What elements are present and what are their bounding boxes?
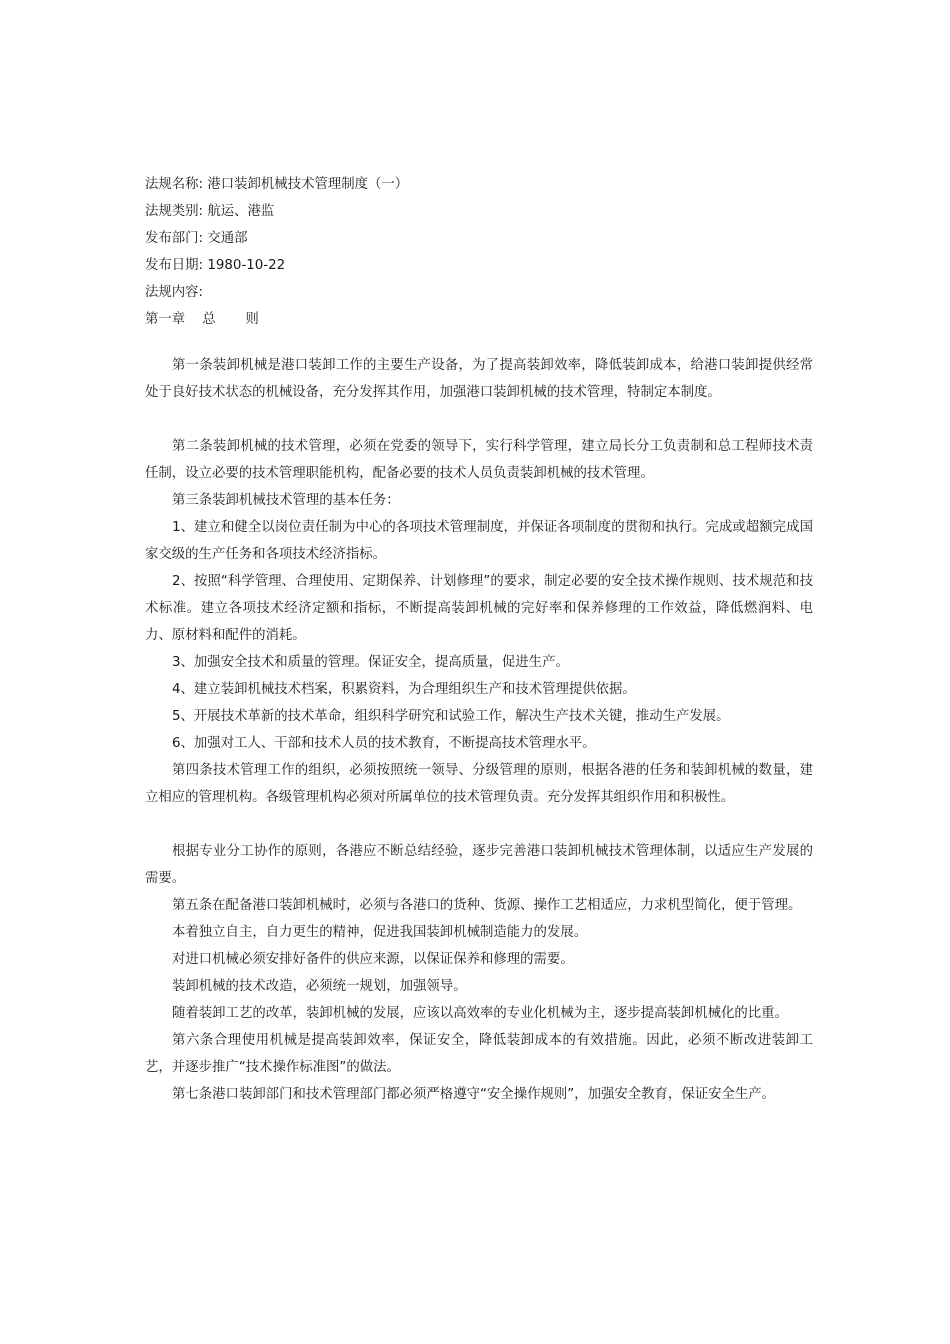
chapter-title: 第一章 总 则 [145, 312, 259, 327]
article-3-item-6: 6、加强对工人、干部和技术人员的技术教育，不断提高技术管理水平。 [172, 736, 596, 751]
article-3-item-2: 2、按照“科学管理、合理使用、定期保养、计划修理”的要求，制定必要的安全技术操作规则、技术规范和技术标准。建立各项技术经济定额和指标，不断提高装卸机械的完好率和保养修理的工作效益，降低燃润料、电力、原材料和配件的消耗。 [145, 574, 813, 643]
article-3-item-4: 4、建立装卸机械技术档案，积累资料，为合理组织生产和技术管理提供依据。 [172, 682, 636, 697]
article-3-item-1: 1、建立和健全以岗位责任制为中心的各项技术管理制度，并保证各项制度的贯彻和执行。完成或超额完成国家交级的生产任务和各项技术经济指标。 [145, 520, 813, 562]
article-5-cont-3: 装卸机械的技术改造，必须统一规划，加强领导。 [172, 979, 467, 994]
article-6: 第六条合理使用机械是提高装卸效率，保证安全，降低装卸成本的有效措施。因此，必须不断改进装卸工艺，并逐步推广“技术操作标准图”的做法。 [145, 1033, 813, 1075]
article-4: 第四条技术管理工作的组织，必须按照统一领导、分级管理的原则，根据各港的任务和装卸机械的数量，建立相应的管理机构。各级管理机构必须对所属单位的技术管理负责。充分发挥其组织作用和积极性。 [145, 763, 813, 805]
article-7: 第七条港口装卸部门和技术管理部门都必须严格遵守“安全操作规则”，加强安全教育，保证安全生产。 [172, 1087, 776, 1102]
article-2: 第二条装卸机械的技术管理，必须在党委的领导下，实行科学管理，建立局长分工负责制和总工程师技术责任制，设立必要的技术管理职能机构，配备必要的技术人员负责装卸机械的技术管理。 [145, 439, 813, 481]
regulation-category: 法规类别: 航运、港监 [145, 204, 275, 219]
content-label: 法规内容: [145, 285, 204, 300]
issuing-department: 发布部门: 交通部 [145, 231, 248, 246]
regulation-name: 法规名称: 港口装卸机械技术管理制度（一） [145, 177, 409, 192]
article-5-cont-2: 对进口机械必须安排好备件的供应来源，以保证保养和修理的需要。 [172, 952, 574, 967]
article-3-item-3: 3、加强安全技术和质量的管理。保证安全，提高质量，促进生产。 [172, 655, 569, 670]
issue-date: 发布日期: 1980-10-22 [145, 258, 286, 273]
article-5-cont-1: 本着独立自主，自力更生的精神，促进我国装卸机械制造能力的发展。 [172, 925, 588, 940]
article-1: 第一条装卸机械是港口装卸工作的主要生产设备，为了提高装卸效率，降低装卸成本，给港口装卸提供经常处于良好技术状态的机械设备，充分发挥其作用，加强港口装卸机械的技术管理，特制定本制度。 [145, 358, 813, 400]
document-page [145, 171, 813, 1108]
article-5: 第五条在配备港口装卸机械时，必须与各港口的货种、货源、操作工艺相适应，力求机型简化，便于管理。 [172, 898, 802, 913]
article-4-cont: 根据专业分工协作的原则，各港应不断总结经验，逐步完善港口装卸机械技术管理体制，以适应生产发展的需要。 [145, 844, 813, 886]
article-3-item-5: 5、开展技术革新的技术革命，组织科学研究和试验工作，解决生产技术关键，推动生产发展。 [172, 709, 730, 724]
article-3: 第三条装卸机械技术管理的基本任务： [172, 493, 400, 508]
article-5-cont-4: 随着装卸工艺的改革，装卸机械的发展，应该以高效率的专业化机械为主，逐步提高装卸机械化的比重。 [172, 1006, 788, 1021]
